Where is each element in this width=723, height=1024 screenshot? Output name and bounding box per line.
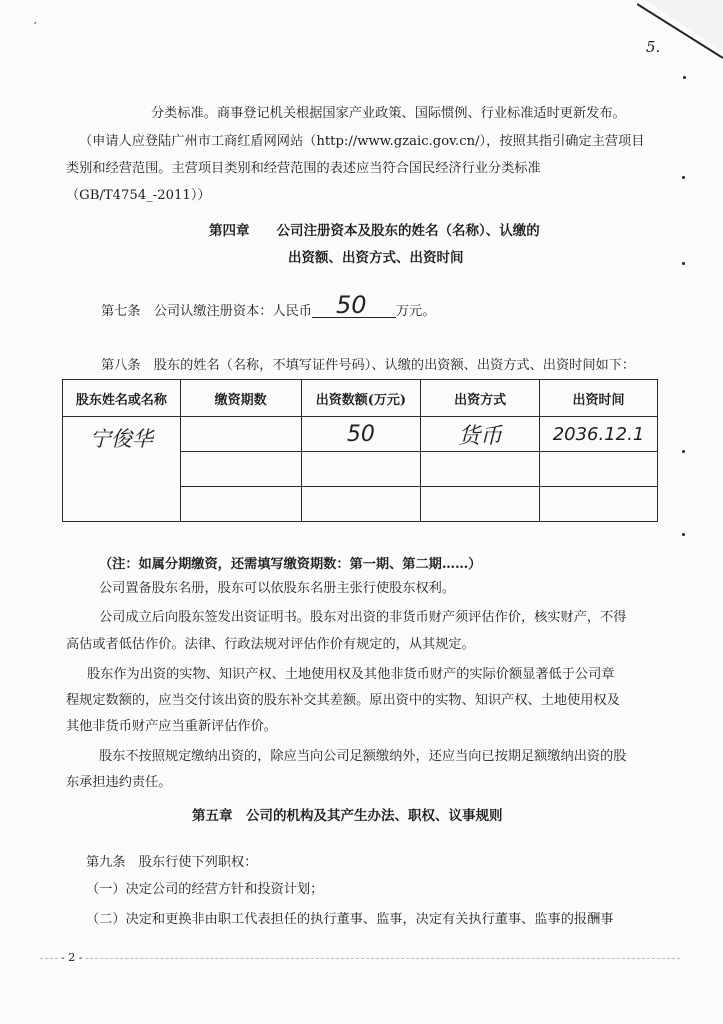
scan-dot — [682, 176, 685, 179]
table-row — [63, 417, 658, 452]
handwritten-shareholder-name: 宁俊华 — [89, 427, 153, 451]
paragraph-line: 东承担违约责任。 — [66, 775, 172, 790]
handwritten-capital-amount: 50 — [336, 291, 367, 319]
chapter-heading: 第四章 公司注册资本及股东的姓名（名称）、认缴的 — [209, 223, 540, 239]
table-header-row — [63, 380, 658, 417]
page-number: - 2 - — [58, 951, 85, 964]
paragraph-line: 股东不按照规定缴纳出资的，除应当向公司足额缴纳外，还应当向已按期足额缴纳出资的股 — [99, 749, 627, 764]
chapter-heading: 第五章 公司的机构及其产生办法、职权、议事规则 — [192, 808, 503, 824]
chapter-heading: 出资额、出资方式、出资时间 — [288, 250, 464, 266]
scan-dot — [683, 76, 686, 79]
column-header: 出资数额(万元) — [301, 380, 421, 417]
scan-dot — [682, 450, 685, 453]
list-item: （一）决定公司的经营方针和投资计划； — [86, 882, 324, 897]
paragraph-line: 公司成立后向股东签发出资证明书。股东对出资的非货币财产须评估作价，核实财产，不得 — [99, 610, 627, 625]
stray-mark: ′ — [34, 20, 37, 34]
paragraph-line: 程规定数额的，应当交付该出资的股东补交其差额。原出资中的实物、知识产权、土地使用权及 — [66, 693, 620, 708]
article-7-prefix: 第七条 公司认缴注册资本：人民币 — [101, 304, 312, 319]
method-cell — [421, 417, 540, 452]
list-item: （二）决定和更换非由职工代表担任的执行董事、监事，决定有关执行董事、监事的报酬事 — [86, 912, 614, 927]
article-7-suffix: 万元。 — [396, 304, 436, 319]
amount-cell — [301, 417, 421, 452]
text-line: （申请人应登陆广州市工商红盾网网站（http://www.gzaic.gov.cn/），按照其指引确定主营项目 — [79, 134, 645, 149]
article-9-intro: 第九条 股东行使下列职权： — [86, 855, 258, 870]
footer-rule — [40, 958, 680, 959]
shareholder-table — [62, 379, 658, 522]
text-line: （GB/T4754_-2011）） — [66, 188, 211, 203]
column-header: 出资时间 — [540, 380, 658, 417]
column-header: 缴资期数 — [180, 380, 301, 417]
handwritten-page-mark: 5. — [646, 38, 661, 56]
article-8: 第八条 股东的姓名（名称，不填写证件号码）、认缴的出资额、出资方式、出资时间如下： — [101, 358, 636, 373]
scan-dot — [682, 533, 685, 536]
handwritten-date: 2036.12.1 — [552, 423, 645, 445]
scan-dot — [682, 262, 685, 265]
text-line: 类别和经营范围。主营项目类别和经营范围的表述应当符合国民经济行业分类标准 — [66, 161, 541, 176]
handwritten-amount: 50 — [346, 421, 375, 447]
handwritten-method: 货币 — [458, 423, 503, 449]
paragraph-line: 公司置备股东名册，股东可以依股东名册主张行使股东权利。 — [99, 581, 456, 596]
periods-cell — [180, 417, 301, 452]
paragraph-line: 股东作为出资的实物、知识产权、土地使用权及其他非货币财产的实际价额显著低于公司章 — [87, 667, 615, 682]
column-header: 股东姓名或名称 — [63, 380, 181, 417]
date-cell — [540, 417, 658, 452]
column-header: 出资方式 — [421, 380, 540, 417]
shareholder-name-cell — [63, 417, 181, 522]
paragraph-line: 高估或者低估作价。法律、行政法规对评估作价有规定的，从其规定。 — [66, 637, 475, 652]
article-7 — [101, 303, 436, 320]
text-line: 分类标准。商事登记机关根据国家产业政策、国际惯例、行业标准适时更新发布。 — [151, 106, 626, 121]
paragraph-line: 其他非货币财产应当重新评估作价。 — [66, 719, 277, 734]
table-note: （注：如属分期缴资，还需填写缴资期数：第一期、第二期……） — [99, 557, 482, 572]
